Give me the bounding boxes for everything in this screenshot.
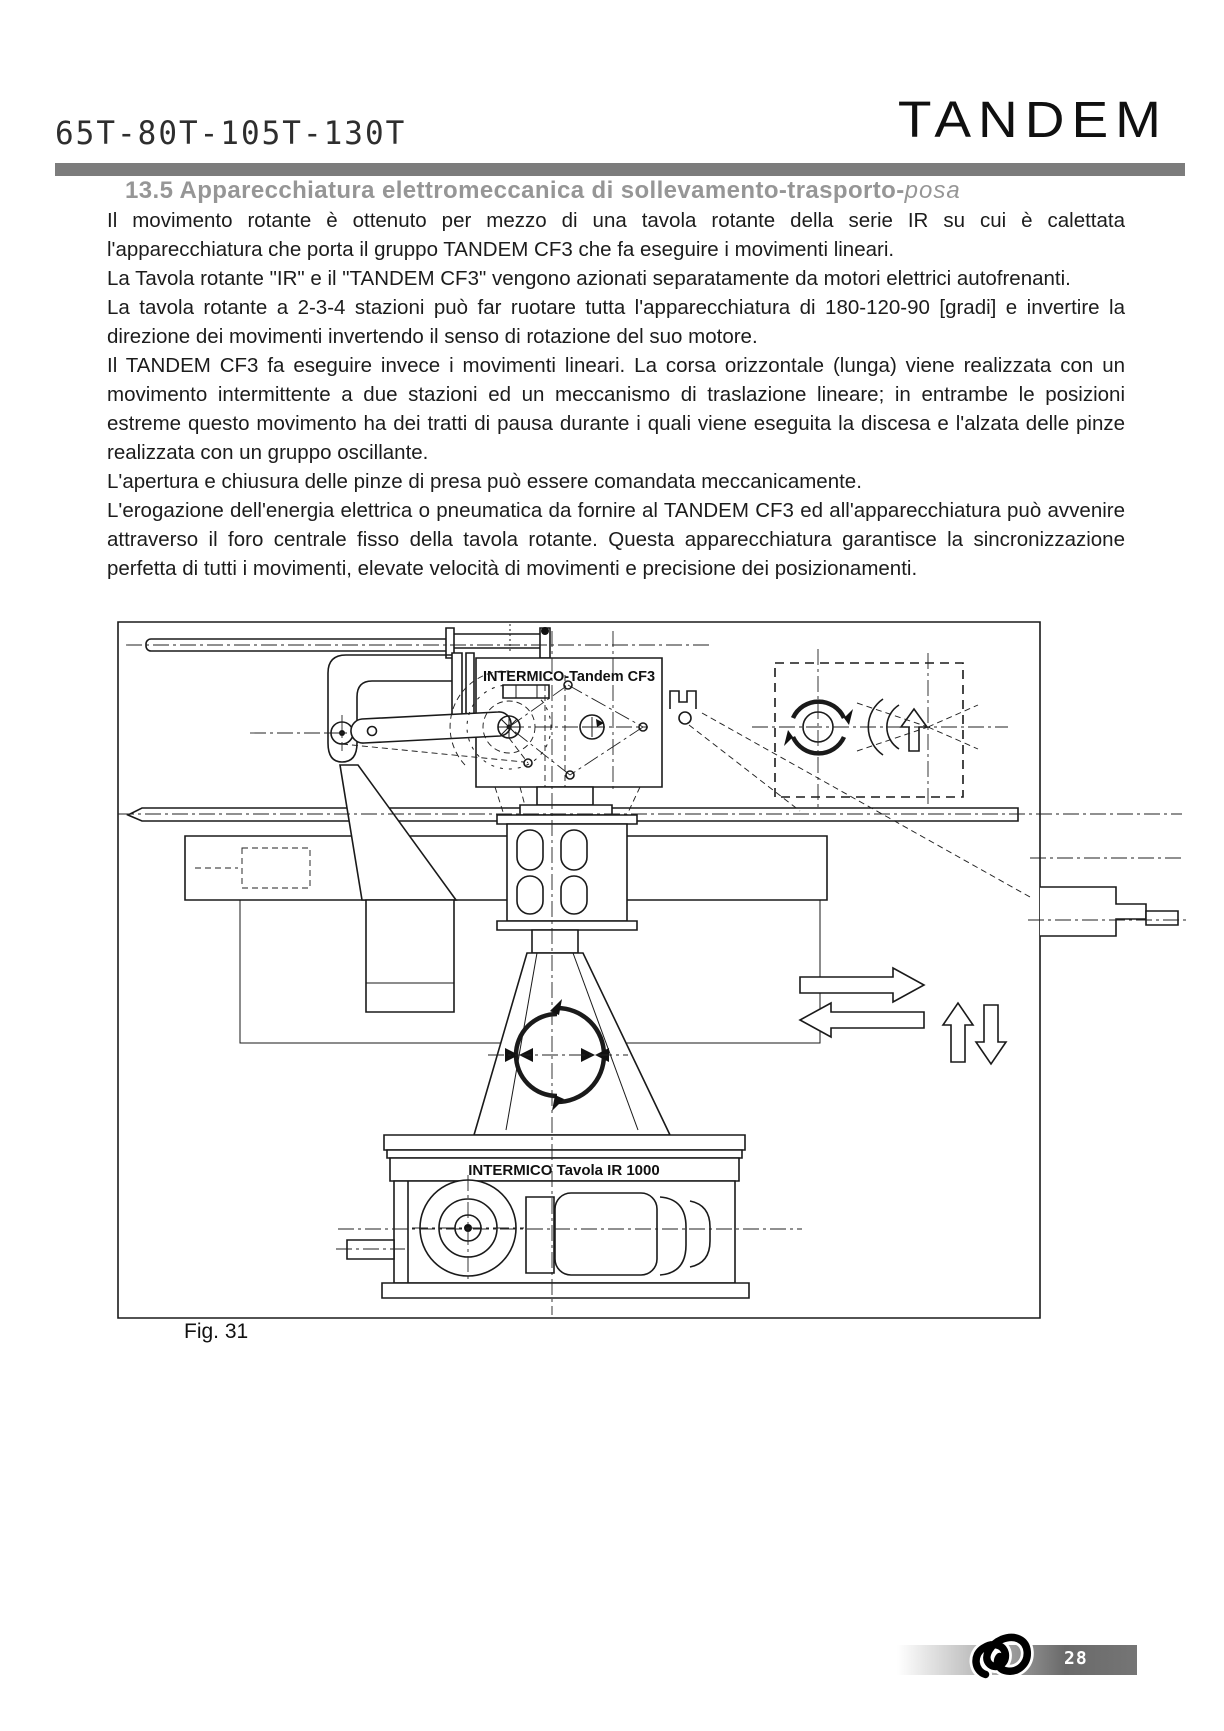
paragraph: L'erogazione dell'energia elettrica o pneumatica da fornire al TANDEM CF3 ed all'apparecchiatura può avvenire attraverso il foro centrale fisso della tavola rotante. Questa apparecchiatura garantisce la sincronizzazione perfetta di tutti i movimenti, elevate velocità di movimenti e precisione dei posizionamenti. <box>107 499 1125 580</box>
section-heading <box>125 176 1125 205</box>
rotate-circle-icon <box>784 702 853 754</box>
paragraph: La Tavola rotante "IR" e il "TANDEM CF3" vengono azionati separatamente da motori elettrici autofrenanti. <box>107 267 1071 290</box>
arrow-down-icon <box>976 1005 1006 1064</box>
paragraph: La tavola rotante a 2-3-4 stazioni può far ruotare tutta l'apparecchiatura di 180-120-90 [gradi] e invertire la direzione dei movimenti invertendo il senso di rotazione del suo motore. <box>107 296 1125 348</box>
page-number: 28 <box>1064 1648 1088 1669</box>
shaft-stub <box>347 1240 394 1259</box>
brand-wordmark: TANDEM <box>897 90 1168 148</box>
arrow-right-icon <box>800 968 924 1002</box>
section-heading-main: 13.5 Apparecchiatura elettromeccanica di sollevamento-trasporto- <box>125 177 905 204</box>
tavola-ir1000-label: INTERMICO Tavola IR 1000 <box>468 1162 660 1179</box>
rotary-table-unit <box>336 1135 802 1298</box>
header-models-label: 65T-80T-105T-130T <box>55 115 407 153</box>
intermico-knot-logo-icon <box>966 1626 1054 1688</box>
arrow-up-icon <box>943 1003 973 1062</box>
paragraph: Il movimento rotante è ottenuto per mezzo di una tavola rotante della serie IR su cui è calettata l'apparecchiatura che porta il gruppo TANDEM CF3 che fa eseguire i movimenti lineari. <box>107 209 1125 261</box>
paragraph: Il TANDEM CF3 fa eseguire invece i movimenti lineari. La corsa orizzontale (lunga) viene realizzata con un movimento intermittente a due stazioni ed un meccanismo di traslazione lineare; in entrambe le posizioni estreme questo movimento ha dei tratti di pausa durante i quali viene eseguita la discesa e l'alzata delle pinze realizzata con un gruppo oscillante. <box>107 354 1125 464</box>
section-heading-suffix: posa <box>904 177 961 204</box>
body-text <box>107 176 1125 583</box>
figure-caption: Fig. 31 <box>184 1320 249 1343</box>
rotation-legend-box <box>775 663 978 797</box>
tandem-cf3-label: INTERMICO-Tandem CF3 <box>482 669 656 685</box>
header-rule <box>55 163 1185 176</box>
arrow-left-icon <box>800 1003 924 1037</box>
table-arm-beam <box>185 836 827 900</box>
bolt-dot <box>541 627 549 635</box>
rotary-bell <box>474 930 670 1135</box>
motion-arrows <box>800 968 1006 1064</box>
paragraph: L'apertura e chiusura delle pinze di presa può essere comandata meccanicamente. <box>107 470 862 493</box>
right-bracket <box>1040 887 1178 936</box>
carriage-detail <box>503 685 549 698</box>
figure-31-drawing <box>100 615 1200 1360</box>
swing-arm <box>324 655 452 762</box>
